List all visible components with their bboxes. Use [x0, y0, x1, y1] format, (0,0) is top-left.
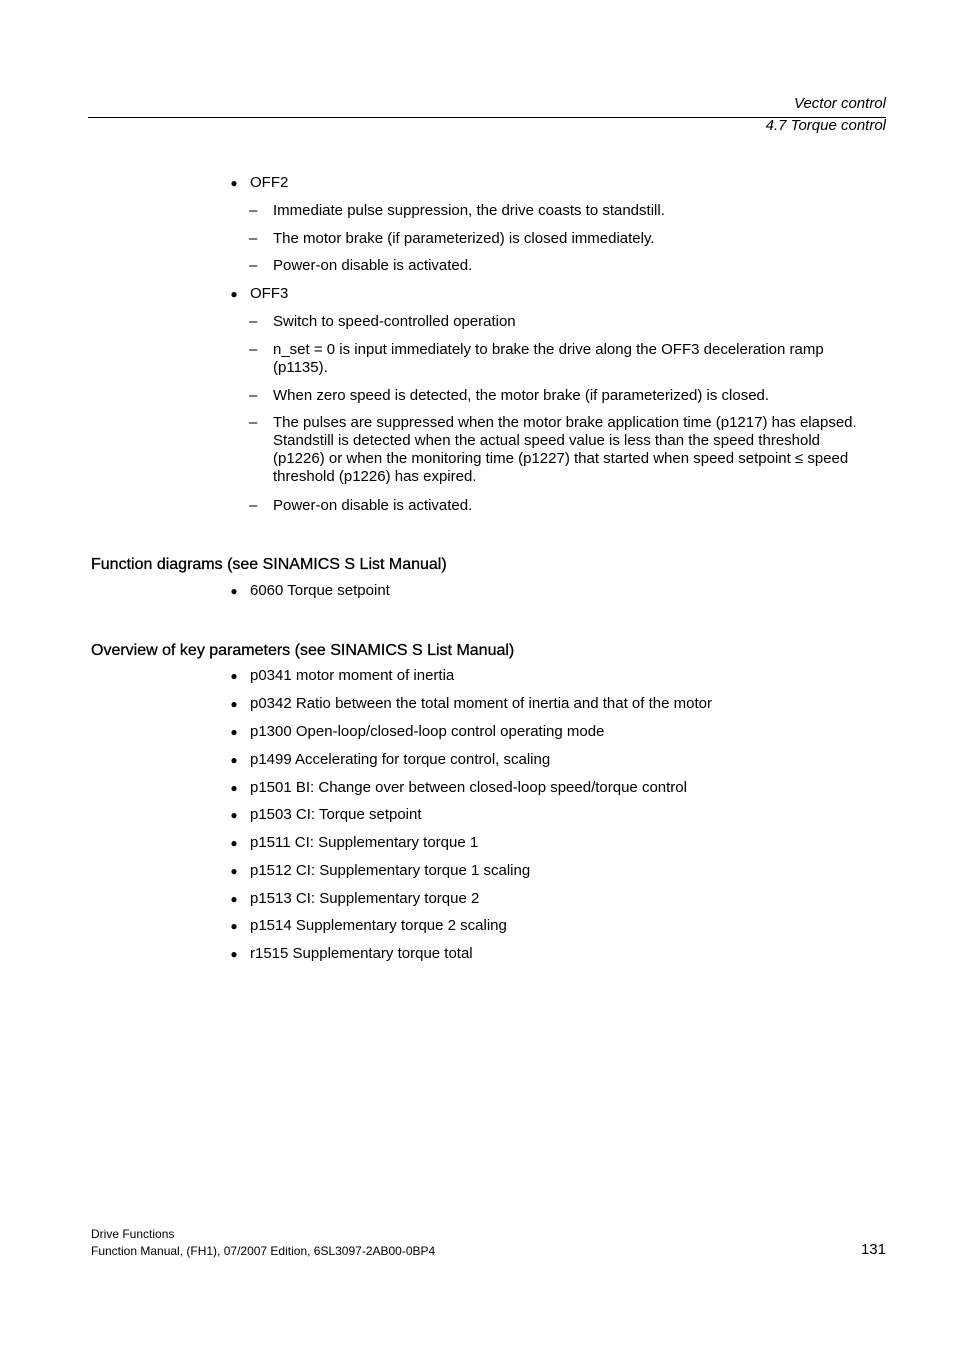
bullet-text: 6060 Torque setpoint	[250, 582, 390, 599]
dash-marker: –	[249, 341, 258, 358]
bullet-text: p1514 Supplementary torque 2 scaling	[250, 917, 507, 934]
bullet-icon: ●	[230, 808, 238, 822]
bullet-text: r1515 Supplementary torque total	[250, 945, 473, 962]
bullet-icon: ●	[230, 176, 238, 190]
bullet-text: p1501 BI: Change over between closed-loop speed/torque control	[250, 779, 687, 796]
dash-marker: –	[249, 497, 258, 514]
bullet-icon: ●	[230, 669, 238, 683]
dash-marker: –	[249, 230, 258, 247]
bullet-text: p1499 Accelerating for torque control, scaling	[250, 751, 551, 768]
footer-edition-info: Function Manual, (FH1), 07/2007 Edition, 6SL3097-2AB00-0BP4	[91, 1244, 436, 1258]
bullet-text: p1300 Open-loop/closed-loop control operating mode	[250, 723, 605, 740]
dash-text: Power-on disable is activated.	[273, 497, 473, 514]
dash-text: n_set = 0 is input immediately to brake the drive along the OFF3 deceleration ramp (p1135).	[273, 341, 824, 376]
dash-marker: –	[249, 414, 258, 431]
dash-text: The pulses are suppressed when the motor brake application time (p1217) has elapsed. Standstill is detected when the actual speed value is less than the speed threshold (p1226) or when the monitoring time (p1227) that started when speed setpoint ≤ speed threshold (p1226) has expired.	[273, 414, 857, 485]
dash-marker: –	[249, 387, 258, 404]
bullet-icon: ●	[230, 725, 238, 739]
bullet-text: p1513 CI: Supplementary torque 2	[250, 890, 480, 907]
bullet-text: OFF2	[250, 174, 289, 191]
dash-marker: –	[249, 257, 258, 274]
bullet-icon: ●	[230, 584, 238, 598]
dash-text: When zero speed is detected, the motor brake (if parameterized) is closed.	[273, 387, 770, 404]
running-header-section: 4.7 Torque control	[765, 117, 886, 134]
bullet-text: p0342 Ratio between the total moment of inertia and that of the motor	[250, 695, 712, 712]
page-number: 131	[860, 1241, 886, 1258]
section-heading-key-parameters: Overview of key parameters (see SINAMICS S List Manual)	[91, 642, 515, 659]
bullet-text: OFF3	[250, 285, 289, 302]
bullet-icon: ●	[230, 864, 238, 878]
dash-text: Switch to speed-controlled operation	[273, 313, 516, 330]
bullet-text: p1512 CI: Supplementary torque 1 scaling	[250, 862, 531, 879]
bullet-icon: ●	[230, 697, 238, 711]
bullet-icon: ●	[230, 836, 238, 850]
dash-text: The motor brake (if parameterized) is closed immediately.	[273, 230, 655, 247]
running-header-chapter: Vector control	[794, 95, 886, 112]
bullet-icon: ●	[230, 947, 238, 961]
dash-text: Power-on disable is activated.	[273, 257, 473, 274]
bullet-text: p1503 CI: Torque setpoint	[250, 806, 422, 823]
dash-marker: –	[249, 202, 258, 219]
bullet-icon: ●	[230, 287, 238, 301]
dash-marker: –	[249, 313, 258, 330]
bullet-text: p0341 motor moment of inertia	[250, 667, 455, 684]
footer-document-title: Drive Functions	[91, 1227, 175, 1241]
bullet-icon: ●	[230, 919, 238, 933]
section-heading-function-diagrams: Function diagrams (see SINAMICS S List Manual)	[91, 556, 447, 573]
bullet-icon: ●	[230, 781, 238, 795]
bullet-icon: ●	[230, 892, 238, 906]
bullet-text: p1511 CI: Supplementary torque 1	[250, 834, 479, 851]
bullet-icon: ●	[230, 753, 238, 767]
dash-text: Immediate pulse suppression, the drive coasts to standstill.	[273, 202, 665, 219]
